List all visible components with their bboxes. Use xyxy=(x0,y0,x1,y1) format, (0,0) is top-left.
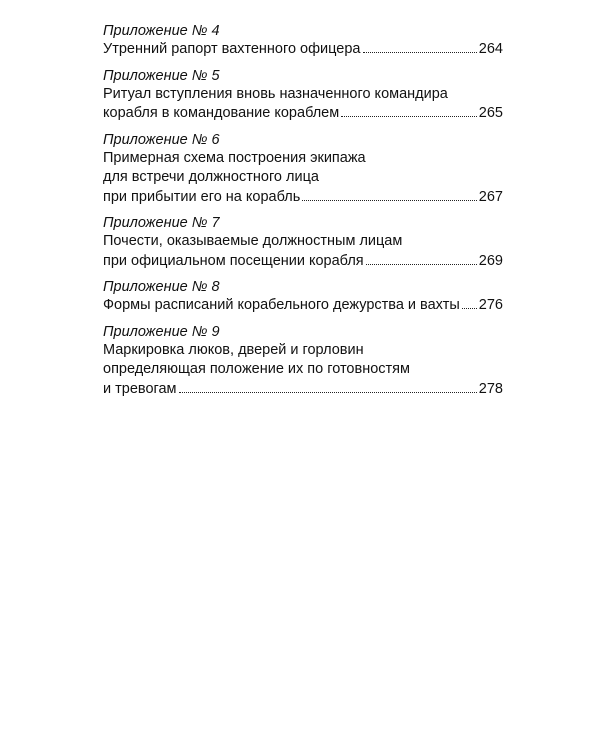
toc-entry-last-line xyxy=(103,252,503,272)
toc-entry-title: при официальном посещении корабля xyxy=(103,252,364,269)
toc-entry-title-line: Ритуал вступления вновь назначенного командира xyxy=(103,85,448,102)
dot-leader xyxy=(341,116,477,117)
toc-entry-heading: Приложение № 7 xyxy=(103,215,220,231)
toc-entry-last-line xyxy=(103,104,503,124)
toc-entry-appendix-5 xyxy=(103,67,503,124)
toc-entry-appendix-6 xyxy=(103,131,503,208)
dot-leader xyxy=(302,200,477,201)
toc-entry-heading: Приложение № 5 xyxy=(103,67,220,84)
toc-entry-appendix-4 xyxy=(103,22,503,60)
toc-entry-title: корабля в командование кораблем xyxy=(103,105,340,121)
toc-entry-title-line: Почести, оказываемые должностным лицам xyxy=(103,233,403,249)
toc-entry-title: Формы расписаний корабельного дежурства и вахты xyxy=(103,297,460,313)
toc-entry-heading: Приложение № 9 xyxy=(103,323,220,340)
toc-entry-heading: Приложение № 4 xyxy=(103,23,220,39)
toc-entry-title: и тревогам xyxy=(103,380,177,397)
dot-leader xyxy=(179,392,477,393)
toc-entry-appendix-8 xyxy=(103,278,503,316)
toc-page-number: 276 xyxy=(478,297,503,313)
toc-page-number: 269 xyxy=(478,252,503,269)
toc-entry-appendix-7 xyxy=(103,214,503,271)
toc-entry-last-line xyxy=(103,380,503,400)
toc-entry-title-line: Примерная схема построения экипажа xyxy=(103,149,366,166)
toc-entry-heading: Приложение № 8 xyxy=(103,279,220,295)
dot-leader xyxy=(462,308,477,309)
toc-page-number: 267 xyxy=(478,188,503,205)
toc-page-number: 278 xyxy=(478,380,503,397)
toc-entry-title: Утренний рапорт вахтенного офицера xyxy=(103,41,361,57)
toc-page-number: 265 xyxy=(478,105,503,121)
toc-entry-heading: Приложение № 6 xyxy=(103,131,220,148)
toc-entry-title-line: для встречи должностного лица xyxy=(103,169,319,185)
dot-leader xyxy=(366,264,477,265)
toc-page-number: 264 xyxy=(478,41,503,57)
toc-entry-title-line: Маркировка люков, дверей и горловин xyxy=(103,341,364,358)
toc-entry-last-line xyxy=(103,296,503,316)
toc-entry-title: при прибытии его на корабль xyxy=(103,188,301,205)
toc-entry-last-line xyxy=(103,188,503,208)
toc-entry-title-line: определяющая положение их по готовностям xyxy=(103,361,410,377)
dot-leader xyxy=(363,52,477,53)
table-of-contents xyxy=(103,22,503,406)
toc-entry-appendix-9 xyxy=(103,323,503,400)
toc-entry-last-line xyxy=(103,40,503,60)
